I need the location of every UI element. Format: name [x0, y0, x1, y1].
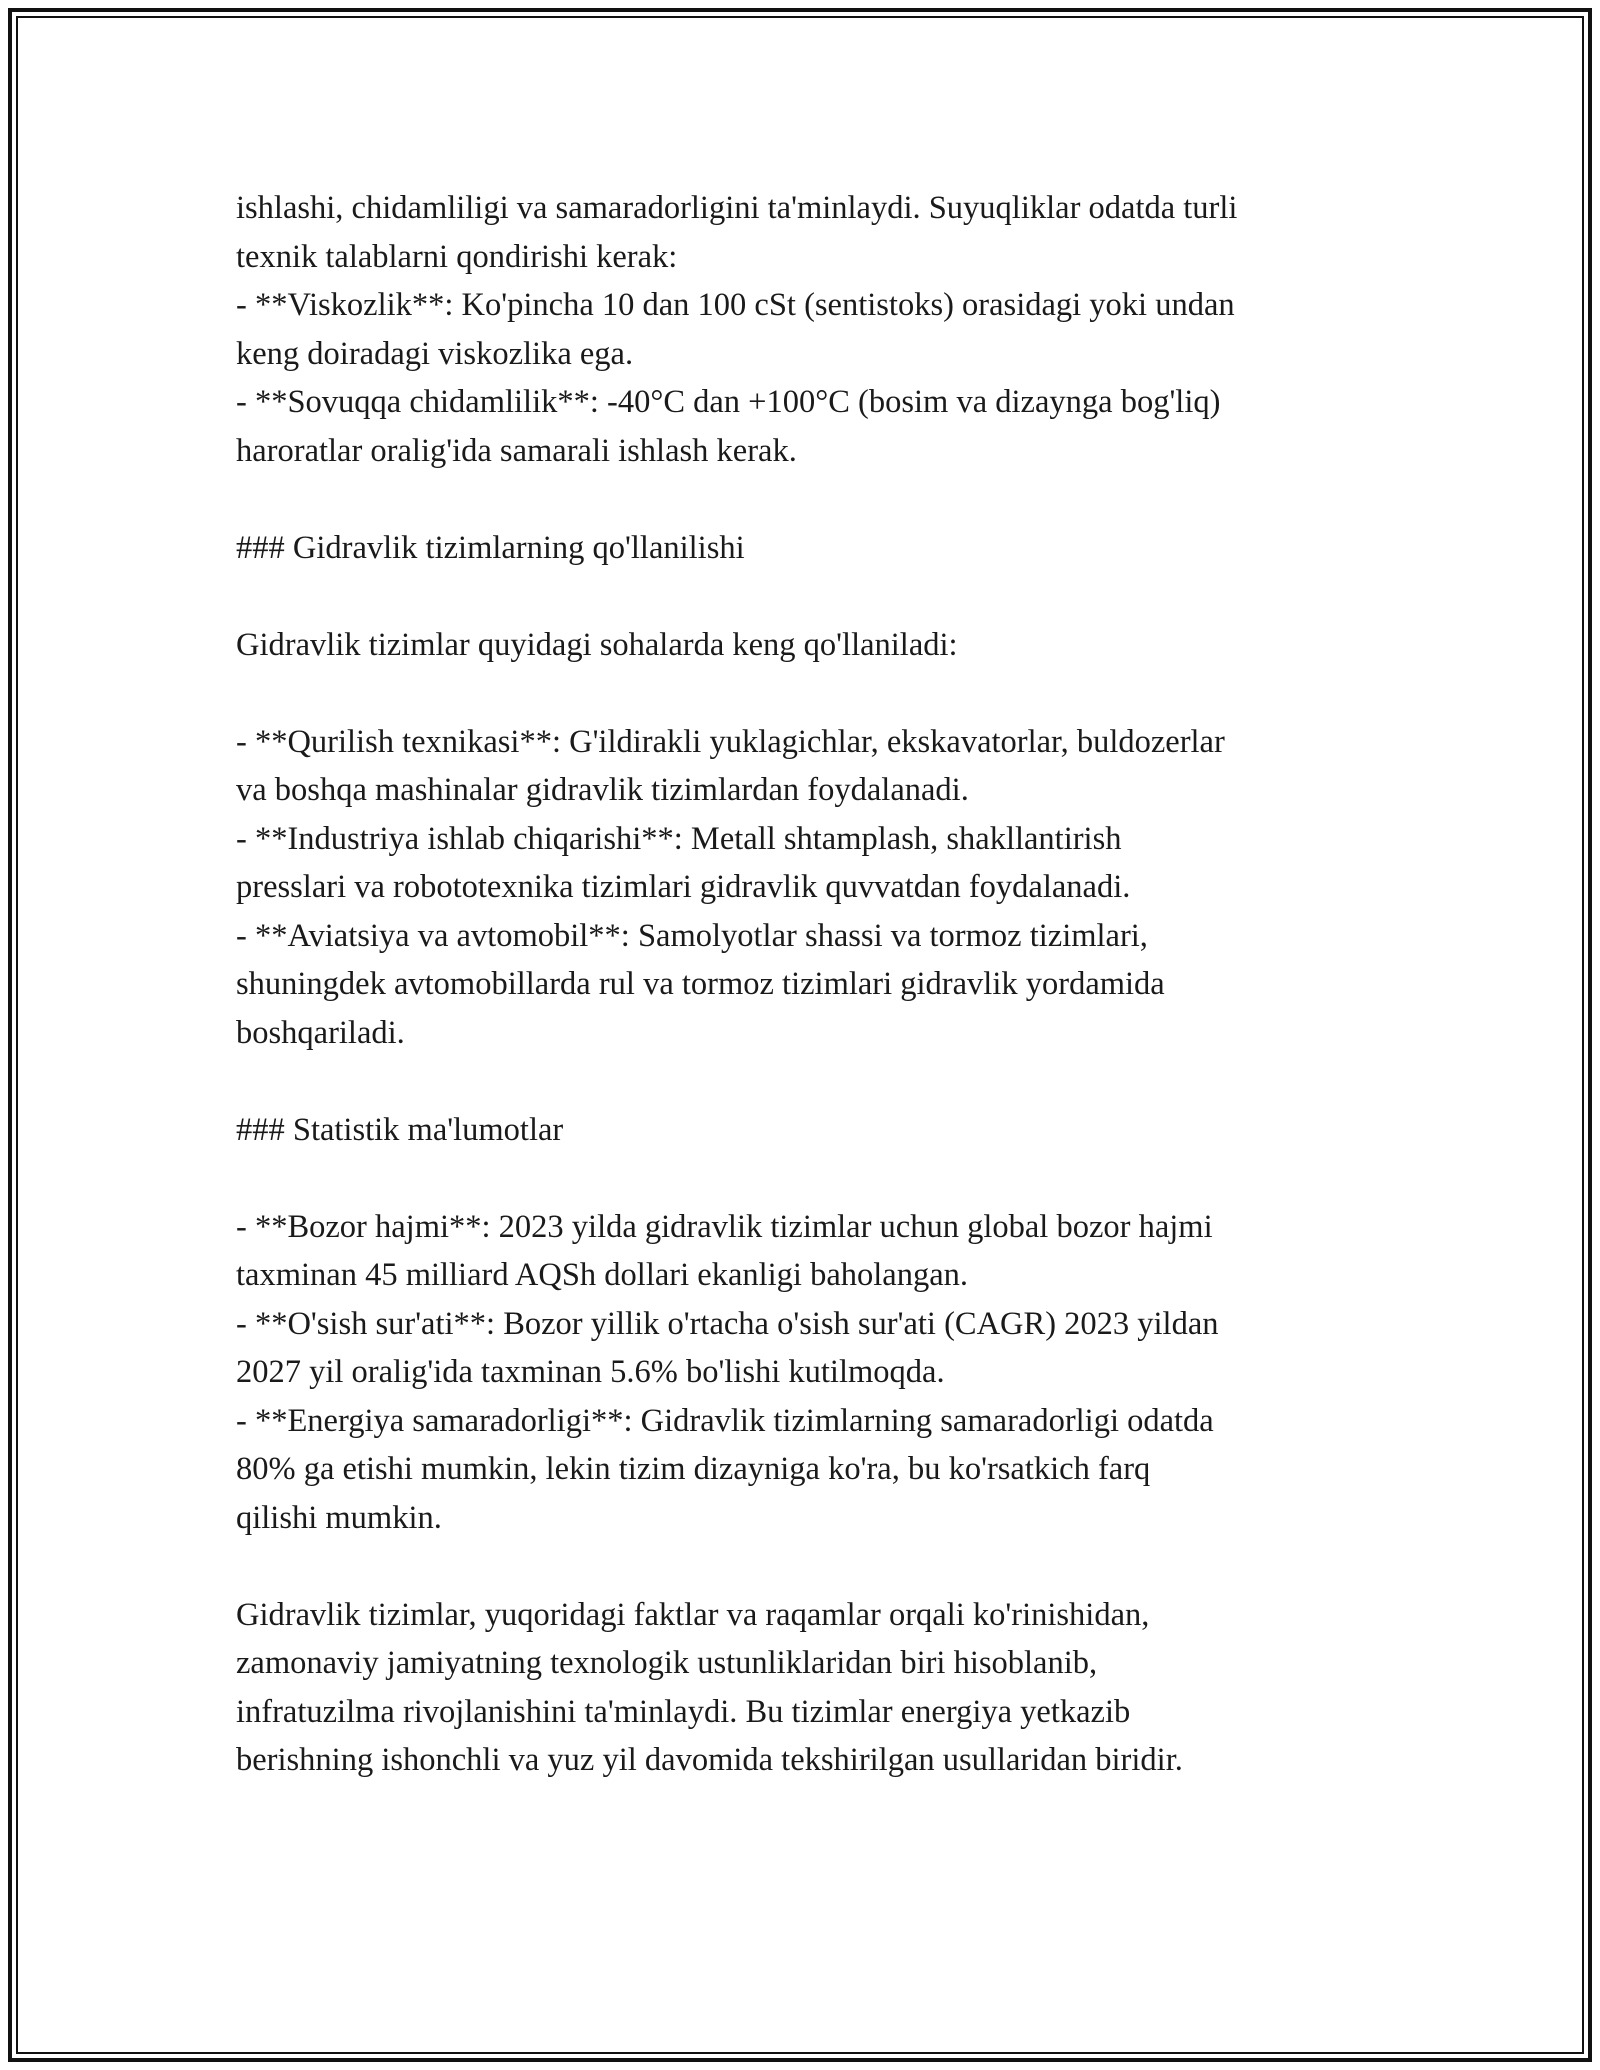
list-item-energy-efficiency: - **Energiya samaradorligi**: Gidravlik tizimlarning samaradorligi odatda: [236, 1402, 1214, 1439]
spacer: [236, 1542, 1376, 1591]
spacer: [236, 1057, 1376, 1106]
conclusion-paragraph: [236, 1591, 1376, 1785]
text-line: texnik talablarni qondirishi kerak:: [236, 238, 678, 275]
text-line: presslari va robototexnika tizimlari gidravlik quvvatdan foydalanadi.: [236, 869, 1131, 905]
text-line: 2027 yil oralig'ida taxminan 5.6% bo'lishi kutilmoqda.: [236, 1354, 945, 1390]
list-item-viscosity: - **Viskozlik**: Ko'pincha 10 dan 100 cSt (sentistoks) orasidagi yoki undan: [236, 287, 1235, 323]
spacer: [236, 572, 1376, 621]
text-line: taxminan 45 milliard AQSh dollari ekanligi baholangan.: [236, 1257, 969, 1293]
statistics-list: [236, 1203, 1376, 1543]
text-line: shuningdek avtomobillarda rul va tormoz tizimlari gidravlik yordamida: [236, 966, 1165, 1002]
text-line: berishning ishonchli va yuz yil davomida tekshirilgan usullaridan biridir.: [236, 1742, 1183, 1778]
list-item-market-size: - **Bozor hajmi**: 2023 yilda gidravlik tizimlar uchun global bozor hajmi: [236, 1208, 1213, 1245]
text-line: zamonaviy jamiyatning texnologik ustunliklaridan biri hisoblanib,: [236, 1645, 1098, 1681]
text-line: haroratlar oralig'ida samarali ishlash kerak.: [236, 432, 797, 469]
spacer: [236, 475, 1376, 524]
intro-paragraph: [236, 184, 1376, 475]
list-item-industry: - **Industriya ishlab chiqarishi**: Metall shtamplash, shakllantirish: [236, 820, 1122, 857]
text-line: va boshqa mashinalar gidravlik tizimlardan foydalanadi.: [236, 772, 969, 808]
text-line: keng doiradagi viskozlika ega.: [236, 335, 634, 372]
list-item-cold-resistance: - **Sovuqqa chidamlilik**: -40°C dan +100°C (bosim va dizaynga bog'liq): [236, 384, 1221, 420]
document-body: [236, 184, 1376, 1785]
list-item-construction: - **Qurilish texnikasi**: G'ildirakli yuklagichlar, ekskavatorlar, buldozerlar: [236, 723, 1225, 760]
section-heading-statistics: ### Statistik ma'lumotlar: [236, 1111, 564, 1148]
applications-list: [236, 718, 1376, 1058]
text-line: qilishi mumkin.: [236, 1499, 442, 1536]
text-line: ishlashi, chidamliligi va samaradorligini ta'minlaydi. Suyuqliklar odatda turli: [236, 190, 1238, 226]
text-line: boshqariladi.: [236, 1014, 405, 1051]
text-line: Gidravlik tizimlar, yuqoridagi faktlar va raqamlar orqali ko'rinishidan,: [236, 1596, 1150, 1633]
list-item-growth-rate: - **O'sish sur'ati**: Bozor yillik o'rtacha o'sish sur'ati (CAGR) 2023 yildan: [236, 1305, 1219, 1342]
applications-intro: Gidravlik tizimlar quyidagi sohalarda keng qo'llaniladi:: [236, 626, 958, 663]
text-line: infratuzilma rivojlanishini ta'minlaydi. Bu tizimlar energiya yetkazib: [236, 1693, 1131, 1730]
spacer: [236, 669, 1376, 718]
list-item-aviation: - **Aviatsiya va avtomobil**: Samolyotlar shassi va tormoz tizimlari,: [236, 917, 1148, 954]
section-heading-applications: ### Gidravlik tizimlarning qo'llanilishi: [236, 529, 745, 566]
spacer: [236, 1154, 1376, 1203]
text-line: 80% ga etishi mumkin, lekin tizim dizayniga ko'ra, bu ko'rsatkich farq: [236, 1451, 1151, 1487]
